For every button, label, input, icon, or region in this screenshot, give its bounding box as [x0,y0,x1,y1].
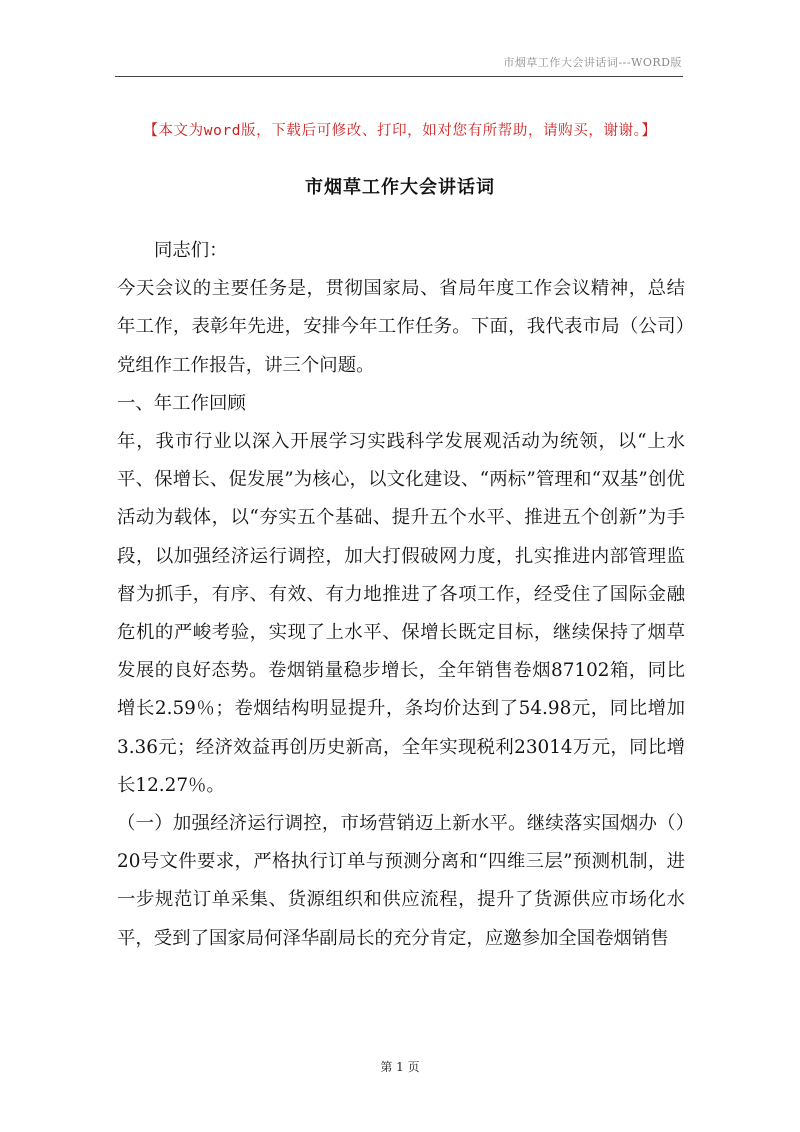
document-body [117,232,685,958]
page-number: 第 1 页 [380,1060,420,1074]
document-title: 市烟草工作大会讲话词 [305,177,495,198]
header-divider [115,76,683,77]
paragraph-subsection-1: （一）加强经济运行调控，市场营销迈上新水平。继续落实国烟办（）20号文件要求，严格执行订单与预测分离和“四维三层”预测机制，进一步规范订单采集、货源组织和供应流程，提升了货源供应市场化水平，受到了国家局何泽华副局长的充分肯定，应邀参加全国卷烟销售 [117,813,685,949]
paragraph-review: 年，我市行业以深入开展学习实践科学发展观活动为统领，以“上水平、保增长、促发展”为核心，以文化建设、“两标”管理和“双基”创优活动为载体，以“夯实五个基础、提升五个水平、推进五个创新”为手段，以加强经济运行调控，加大打假破网力度，扎实推进内部管理监督为抓手，有序、有效、有力地推进了各项工作，经受住了国际金融危机的严峻考验，实现了上水平、保增长既定目标，继续保持了烟草发展的良好态势。卷烟销量稳步增长，全年销售卷烟87102箱，同比增长2.59％；卷烟结构明显提升，条均价达到了54.98元，同比增加3.36元；经济效益再创历史新高，全年实现税利23014万元，同比增长12.27％。 [117,431,685,796]
salutation: 同志们： [154,240,228,261]
paragraph-intro: 今天会议的主要任务是，贯彻国家局、省局年度工作会议精神，总结年工作，表彰年先进，安排今年工作任务。下面，我代表市局（公司）党组作工作报告，讲三个问题。 [117,278,685,376]
purchase-notice: 【本文为word版，下载后可修改、打印，如对您有所帮助，请购买，谢谢。】 [143,123,657,139]
running-header: 市烟草工作大会讲话词---WORD版 [503,56,682,69]
section-heading: 一、年工作回顾 [117,392,246,414]
